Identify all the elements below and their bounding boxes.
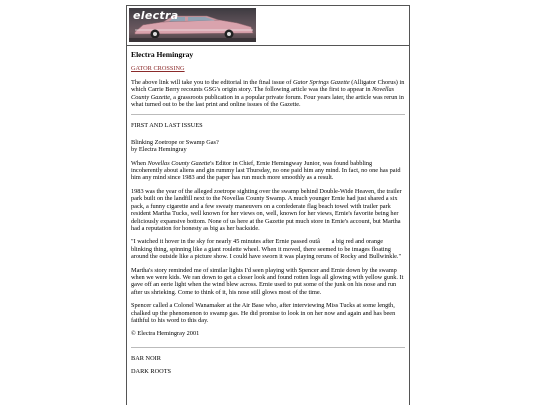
copyright-line: © Electra Hemingray 2001 <box>131 330 200 338</box>
nav-item-bar-noir[interactable]: BAR NOIR <box>131 354 161 362</box>
intro-publication-1: Gator Springs Gazette <box>292 78 350 86</box>
p1-publication: Novellas County Gazette <box>147 159 211 167</box>
intro-text-a: The above link will take you to the editorial in the final issue of <box>131 78 293 86</box>
article-headline: Blinking Zoetrope or Swamp Gas? <box>131 138 219 146</box>
header-banner-car-image <box>129 8 256 42</box>
p1-text-c: 's Editor in Chief, Ernie Hemingway Junior, was found babbling incoherently about aliens and gin rummy last Thursday, no one paid him any mind. In fact, no one has paid him any mind since 1983 and the paper has run much more smoothly as a result. <box>131 159 401 182</box>
article-paragraph-3: "I watched it hover in the sky for nearly 45 minutes after Ernie passed outâ a big red and orange blinking thing, spinning like a giant roulette wheel. When it moved, there seemed to be images floating around the outside like a picture show. I could have sworn it was playing reruns of Rocky and Bullwinkle." <box>131 238 402 261</box>
nav-item-dark-roots[interactable]: DARK ROOTS <box>131 368 172 376</box>
divider <box>131 114 405 115</box>
article-paragraph-2: 1983 was the year of the alleged zoetrope sighting over the swamp behind Double-Wide Heaven, the trailer park built on the landfill next to the Novellas County Swamp. A much younger Ernie had just shared a six pack, a funny cigarette and a few sweaty maneuvers on a confederate flag beach towel with trailer park resident Martha Tucks, well known for her views on, well, known for her views, Ernie's favorite being her deliciously expansive bottom. None of us here at the Gazette put much store in Ernie's account, but Martha had a reputation for honesty as big as her backside. <box>131 187 402 232</box>
article-paragraph-5: Spencer called a Colonel Wanamaker at the Air Base who, after interviewing Miss Tucks at some length, chalked up the phenomenon to swamp gas. He did promise to look in on her now and again and has been faithful to his word to this day. <box>131 302 396 324</box>
p1-text-a: When <box>131 159 148 167</box>
article-paragraph-4: Martha's story reminded me of similar lights I'd seen playing with Spencer and Ernie down by the swamp when we were kids. We ran down to get a closer look and found rotten logs all glowing with yellow gunk. It gave off an eerie light when the wind blew across. Ernie used to put some of the junk on his nose and run after us shrieking. Come to think of it, his nose still glows most of the time. <box>131 266 404 296</box>
site-header <box>127 6 409 46</box>
divider <box>131 347 405 348</box>
intro-paragraph <box>131 79 405 109</box>
intro-text-c: (Alligator Chorus) in which Carrie Berry recounts GSG's origin story. The following article was the first to appear in <box>131 78 405 94</box>
section-heading: FIRST AND LAST ISSUES <box>131 122 203 130</box>
link-paragraph <box>131 65 405 72</box>
article-heading <box>131 139 405 154</box>
site-logo: electra <box>133 9 179 22</box>
intro-text-e: , a grassroots publication in a popular private forum. Four years later, the article was rerun in what turned out to be the last print and online issues of the Gazette. <box>131 93 404 109</box>
article-paragraph-1 <box>131 160 405 182</box>
gator-crossing-link[interactable]: GATOR CROSSING <box>131 65 185 73</box>
intro-publication-2: Novellas County Gazette <box>131 86 395 101</box>
page-frame <box>126 5 410 405</box>
article-byline: by Electra Hemingray <box>131 146 187 154</box>
main-content <box>127 46 409 376</box>
page-title: Electra Hemingray <box>131 50 194 59</box>
